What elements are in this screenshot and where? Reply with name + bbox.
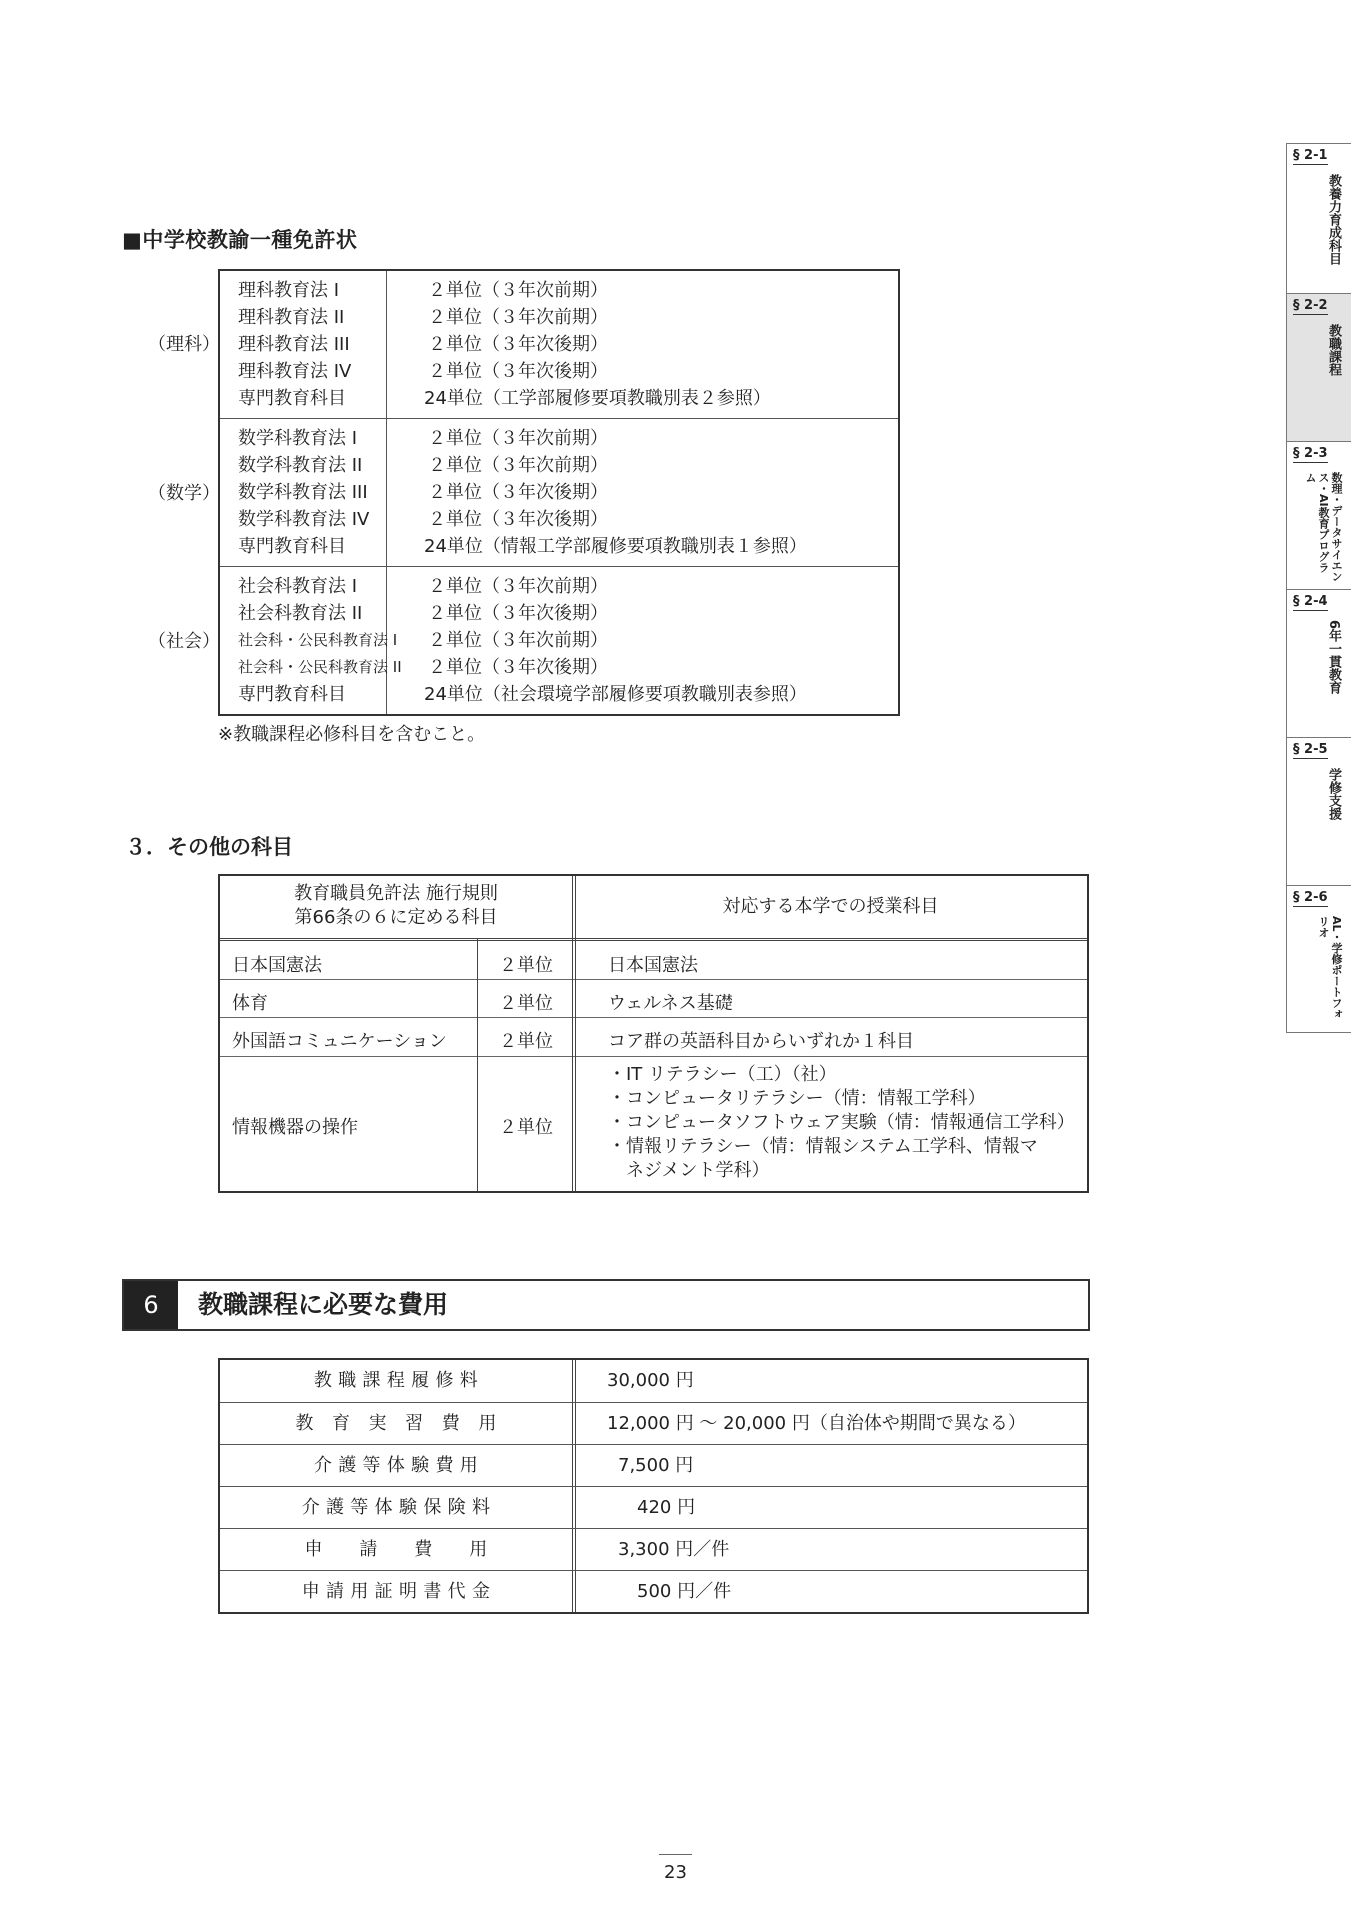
header-left [220, 882, 572, 930]
list-item: ・コンピュータリテラシー（情：情報工学科） [608, 1088, 986, 1109]
tab-2-1[interactable] [1287, 143, 1351, 293]
subject-name: 数学科教育法 II [238, 455, 363, 476]
license-row [220, 533, 898, 560]
credit-info: ２単位（３年次前期） [428, 455, 608, 476]
tab-2-2[interactable] [1287, 293, 1351, 441]
tab-code: § 2-3 [1293, 446, 1328, 461]
list-item: ・コンピュータソフトウェア実験（情：情報通信工学科） [608, 1112, 1075, 1133]
tab-label: 教養力育成科目 [1326, 174, 1341, 265]
credit-info: ２単位（３年次後期） [428, 509, 608, 530]
tab-code: § 2-5 [1293, 742, 1328, 757]
other-credit: ２単位 [499, 1031, 553, 1052]
credit-info: ２単位（３年次前期） [428, 307, 608, 328]
header-left-line1: 教育職員免許法 施行規則 [294, 883, 498, 904]
license-group-science [220, 271, 898, 419]
license-row [220, 479, 898, 506]
fee-row [220, 1402, 1087, 1445]
credit-info: ２単位（３年次後期） [428, 482, 608, 503]
license-row [220, 681, 898, 708]
credit-info: ２単位（３年次前期） [428, 280, 608, 301]
fee-value: 3,300 円／件 [618, 1539, 730, 1560]
header-right: 対応する本学での授業科目 [722, 896, 939, 917]
license-row [220, 627, 898, 654]
other-credit: ２単位 [499, 1117, 553, 1138]
list-item: ・IT リテラシー（工）（社） [608, 1064, 837, 1085]
tab-label: 数理・データサイエンス・AI教育プログラム [1304, 472, 1343, 582]
page-number: 23 [664, 1862, 687, 1883]
tab-label: 6年一貫教育 [1326, 620, 1341, 695]
list-item: ・情報リテラシー（情：情報システム工学科、情報マ [608, 1136, 1038, 1157]
other-subject: 体育 [232, 993, 268, 1014]
license-row [220, 358, 898, 385]
tab-code: § 2-2 [1293, 298, 1328, 313]
subject-name: 数学科教育法 III [238, 482, 368, 503]
side-index-tabs [1286, 143, 1351, 1033]
fee-row [220, 1570, 1087, 1613]
subject-name: 理科教育法 III [238, 334, 350, 355]
fee-value: 30,000 円 [607, 1370, 694, 1391]
license-row [220, 304, 898, 331]
credit-info: 24単位（工学部履修要項教職別表２参照） [424, 388, 771, 409]
fee-value: 7,500 円 [618, 1455, 694, 1476]
other-subject: 情報機器の操作 [232, 1117, 358, 1138]
info-course-list [608, 1063, 1075, 1183]
tab-code: § 2-4 [1293, 594, 1328, 609]
credit-info: ２単位（３年次後期） [428, 603, 608, 624]
fee-label: 申 請 費 用 [304, 1539, 488, 1560]
license-row [220, 331, 898, 358]
fee-value: 420 円 [637, 1497, 696, 1518]
subject-name: 社会科・公民科教育法 II [238, 658, 402, 676]
fee-row [220, 1486, 1087, 1529]
subject-name: 社会科教育法 II [238, 603, 363, 624]
fee-row [220, 1444, 1087, 1487]
other-credit: ２単位 [499, 993, 553, 1014]
tab-label: 学修支援 [1326, 768, 1341, 820]
credit-info: ２単位（３年次後期） [428, 334, 608, 355]
tab-2-5[interactable] [1287, 737, 1351, 885]
credit-info: ２単位（３年次後期） [428, 361, 608, 382]
tab-label: AL・学修ポートフォリオ [1317, 916, 1343, 1020]
fee-label: 教 職 課 程 履 修 料 [313, 1370, 479, 1391]
fee-value: 500 円／件 [637, 1581, 732, 1602]
license-row [220, 425, 898, 452]
credit-info: ２単位（３年次前期） [428, 630, 608, 651]
license-row [220, 654, 898, 681]
other-course: ウェルネス基礎 [608, 993, 733, 1014]
credit-info: ２単位（３年次前期） [428, 428, 608, 449]
tab-code: § 2-1 [1293, 148, 1328, 163]
license-row [220, 452, 898, 479]
other-course: コア群の英語科目からいずれか１科目 [608, 1031, 914, 1052]
section-title: 教職課程に必要な費用 [198, 1290, 449, 1319]
license-table [218, 269, 900, 716]
subject-name: 数学科教育法 I [238, 428, 358, 449]
subject-name: 理科教育法 IV [238, 361, 352, 382]
tab-code: § 2-6 [1293, 890, 1328, 905]
tab-2-6[interactable] [1287, 885, 1351, 1032]
subject-name: 社会科教育法 I [238, 576, 358, 597]
license-note: ※教職課程必修科目を含むこと。 [218, 724, 486, 745]
license-row [220, 600, 898, 627]
tab-label: 教職課程 [1326, 324, 1341, 376]
fee-label: 介 護 等 体 験 費 用 [313, 1455, 479, 1476]
fee-row [220, 1528, 1087, 1571]
group-label-social: （社会） [148, 631, 220, 652]
fee-label: 申 請 用 証 明 書 代 金 [301, 1581, 491, 1602]
section-number: 6 [124, 1281, 178, 1329]
license-row [220, 506, 898, 533]
header-left-line2: 第66条の６に定める科目 [294, 907, 498, 928]
license-heading: ■中学校教諭一種免許状 [122, 228, 358, 252]
fee-label: 介 護 等 体 験 保 険 料 [301, 1497, 491, 1518]
group-label-science: （理科） [148, 334, 220, 355]
credit-info: 24単位（情報工学部履修要項教職別表１参照） [424, 536, 807, 557]
other-subject: 日本国憲法 [232, 955, 322, 976]
license-row [220, 277, 898, 304]
other-subjects-heading: ３．その他の科目 [125, 835, 293, 859]
other-course: 日本国憲法 [608, 955, 698, 976]
fee-value: 12,000 円 ～ 20,000 円（自治体や期間で異なる） [607, 1413, 1026, 1434]
fee-row [220, 1360, 1087, 1402]
tab-2-4[interactable] [1287, 589, 1351, 737]
subject-name: 理科教育法 II [238, 307, 345, 328]
subject-name: 理科教育法 I [238, 280, 340, 301]
fees-table [218, 1358, 1089, 1614]
list-item: ネジメント学科） [608, 1160, 770, 1181]
subject-name: 社会科・公民科教育法 I [238, 631, 398, 649]
other-credit: ２単位 [499, 955, 553, 976]
subject-name: 専門教育科目 [238, 684, 346, 705]
license-row [220, 573, 898, 600]
license-row [220, 385, 898, 412]
fees-section-header [122, 1279, 1090, 1331]
tab-2-3[interactable] [1287, 441, 1351, 589]
group-label-math: （数学） [148, 483, 220, 504]
credit-info: 24単位（社会環境学部履修要項教職別表参照） [424, 684, 807, 705]
page-number-rule [659, 1854, 692, 1855]
credit-info: ２単位（３年次前期） [428, 576, 608, 597]
license-group-math [220, 419, 898, 567]
credit-info: ２単位（３年次後期） [428, 657, 608, 678]
subject-name: 数学科教育法 IV [238, 509, 370, 530]
subject-name: 専門教育科目 [238, 536, 346, 557]
other-subject: 外国語コミュニケーション [232, 1031, 447, 1052]
subject-name: 専門教育科目 [238, 388, 346, 409]
other-subjects-table [218, 874, 1089, 1193]
fee-label: 教 育 実 習 費 用 [295, 1413, 497, 1434]
license-group-social [220, 567, 898, 714]
